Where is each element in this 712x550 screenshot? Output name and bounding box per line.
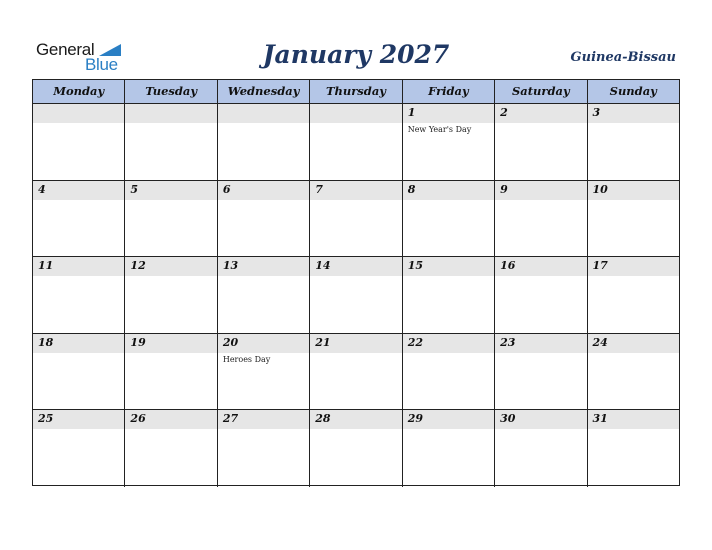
day-cell [588,334,679,410]
day-cell [125,334,217,410]
day-number: 7 [315,182,323,196]
day-cell [310,334,402,410]
day-number: 4 [38,182,46,196]
day-cell [33,104,125,180]
day-number: 16 [500,259,516,273]
day-number: 12 [130,259,146,273]
day-number: 17 [592,259,608,273]
week-row [33,257,679,334]
weekday-header: Tuesday [125,80,217,103]
weekday-header: Monday [33,80,125,103]
day-number: 28 [315,412,331,426]
day-number: 30 [500,412,516,426]
day-cell [495,334,587,410]
day-number: 19 [130,335,146,349]
day-number: 6 [222,182,231,196]
day-number: 5 [130,182,139,196]
weekday-header: Saturday [495,80,587,103]
day-cell [310,181,402,257]
day-cell [218,410,310,487]
day-cell [588,257,679,333]
day-cell [218,181,310,257]
day-number: 23 [500,335,516,349]
day-cell [310,257,402,333]
day-number: 31 [592,412,608,426]
day-cell [218,334,310,410]
day-number: 27 [222,412,239,426]
day-number: 24 [592,335,608,349]
weekday-header: Friday [403,80,495,103]
weekday-header-row [33,80,679,104]
day-cell [588,104,679,180]
day-number: 15 [407,259,423,273]
day-cell [33,410,125,487]
day-cell [310,104,402,180]
week-row [33,181,679,258]
day-number: 21 [315,335,331,349]
day-cell [495,410,587,487]
day-cell [403,104,495,180]
week-row [33,104,679,181]
day-number: 29 [407,412,423,426]
day-cell [33,257,125,333]
day-cell [218,257,310,333]
day-cell [403,181,495,257]
weekday-header: Wednesday [218,80,310,103]
weekday-header: Sunday [609,84,657,98]
day-cell [403,257,495,333]
day-number: 10 [592,182,608,196]
day-cell [125,410,217,487]
week-row [33,410,679,487]
day-number: 18 [38,335,54,349]
day-number: 13 [222,259,239,273]
day-number: 1 [407,106,416,119]
day-cell [495,181,587,257]
day-cell [125,181,217,257]
calendar-title: January 2027 [262,40,450,69]
week-row [33,334,679,411]
holiday-label: Heroes Day [222,354,271,364]
day-number: 2 [500,106,508,119]
holiday-label: New Year's Day [407,125,472,134]
day-number: 3 [592,106,601,119]
day-number: 8 [407,182,416,196]
weekday-header: Thursday [310,80,402,103]
day-cell [588,410,679,487]
day-cell [125,257,217,333]
day-cell [33,334,125,410]
day-cell [495,104,587,180]
day-cell [125,104,217,180]
calendar-grid [32,79,680,486]
day-cell [310,410,402,487]
day-number: 25 [38,412,54,426]
day-number: 20 [222,335,239,349]
day-cell [588,181,679,257]
day-number: 11 [38,259,54,273]
brand-word-blue: Blue [85,55,118,74]
day-number: 14 [315,259,331,273]
day-cell [33,181,125,257]
day-number: 9 [500,182,508,196]
brand-word-general: General [36,40,95,59]
day-cell [495,257,587,333]
day-number: 26 [130,412,146,426]
country-name: Guinea-Bissau [570,50,676,65]
day-number: 22 [407,335,423,349]
day-cell [218,104,310,180]
day-cell [403,410,495,487]
day-cell [403,334,495,410]
